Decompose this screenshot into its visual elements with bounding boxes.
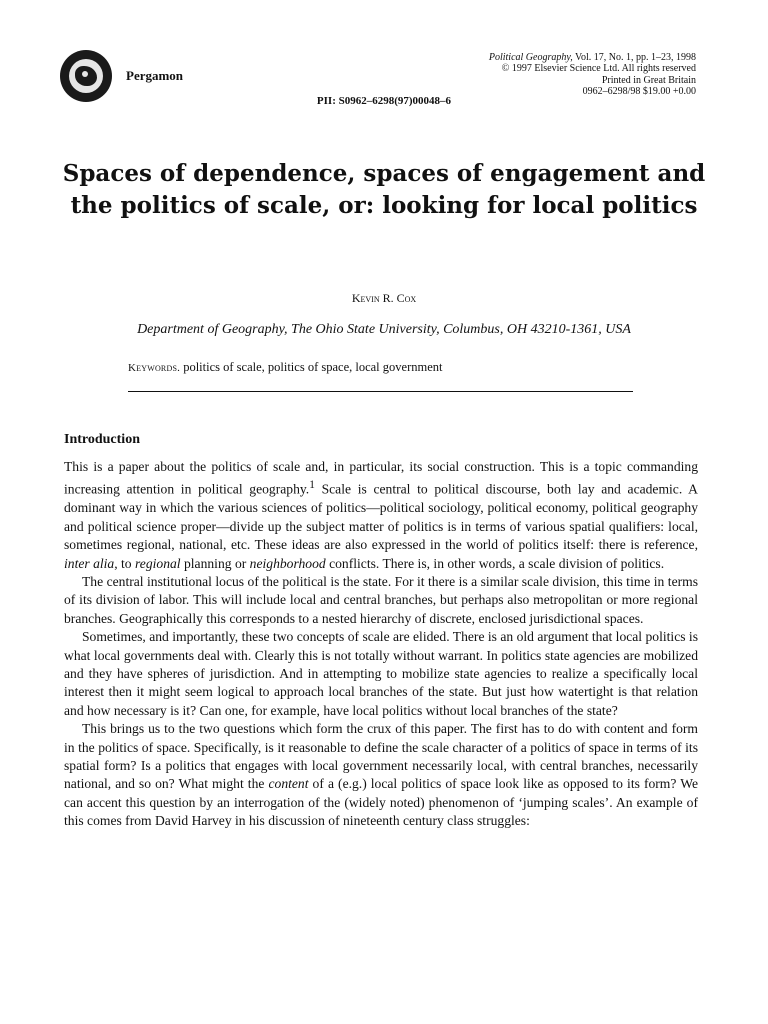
keywords-line [128, 360, 442, 375]
volume-info: Vol. 17, No. 1, pp. 1–23, 1998 [572, 52, 696, 63]
copyright-line: © 1997 Elsevier Science Ltd. All rights reserved [501, 63, 696, 75]
section-heading: Introduction [64, 432, 140, 447]
printed-line: Printed in Great Britain [601, 74, 696, 86]
article-author: Kevin R. Cox [351, 291, 417, 305]
paragraph-1: This is a paper about the politics of scale and, in particular, its social construction. This is a topic commanding increasing attention in political geography.$^1$ Scale is central to political discourse, both lay and academic. A dominant way in which the various sciences of politics—political sociology, political economy, political geography and political science proper—divide up the subject matter of politics is in terms of various spatial qualifiers: local, sometimes regional, national, etc. These ideas are also expressed in the world of politics itself: there is reference, inter alia, to regional planning or neighborhood conflicts. There is, in other words, a scale division of politics. [64, 459, 699, 571]
paragraph-2: The central institutional locus of the political is the state. For it there is a similar scale division, this time in terms of its division of labor. This will include local and central branches, but perhaps also metropolitan or more regional branches. Geographically this corresponds to a nested hierarchy of discrete, enclosed jurisdictional spaces. [64, 573, 698, 626]
paragraph-4: This brings us to the two questions which form the crux of this paper. The first has to do with content and form in the politics of space. Specifically, is it reasonable to define the scale character of a politics of space in terms of its spatial form? Is a politics that engages with local government necessarily local, with central branches, necessarily national, and so on? What might the content of a (e.g.) local politics of space look like as opposed to its form? We can accent this question by an interrogation of the (widely noted) phenomenon of ‘jumping scales’. An example of this comes from David Harvey in his discussion of nineteenth century class struggles: [64, 721, 698, 829]
footnote-marker: 1 [309, 479, 315, 492]
keywords-list: politics of scale, politics of space, local government [180, 360, 443, 374]
paragraph-3: Sometimes, and importantly, these two concepts of scale are elided. There is an old argument that local politics is what local governments deal with. Clearly this is not totally without warrant. In politics state agencies are mobilized and they have spheres of jurisdiction. And in attempting to mobilize state agencies to realize a specifically local interest then it might seem logical to approach local branches of the state. But just how watertight is that relation and how necessary is it? Can one, for example, have local politics without local branches of the state? [64, 629, 698, 718]
author-affiliation: Department of Geography, The Ohio State University, Columbus, OH 43210-1361, USA [137, 322, 631, 337]
journal-name: Political Geography, [488, 52, 573, 63]
article-body [64, 458, 698, 831]
citation-journal-line [489, 52, 696, 63]
pii-identifier: PII: S0962–6298(97)00048–6 [316, 95, 452, 107]
keywords-label: Keywords. [128, 362, 181, 374]
citation-block [489, 52, 696, 98]
publisher-name: Pergamon [126, 68, 184, 83]
keywords-divider [128, 391, 633, 392]
article-title: Spaces of dependence, spaces of engagement and the politics of scale, or: looking for local politics [62, 160, 706, 219]
price-line: 0962–6298/98 $19.00 +0.00 [582, 86, 696, 98]
